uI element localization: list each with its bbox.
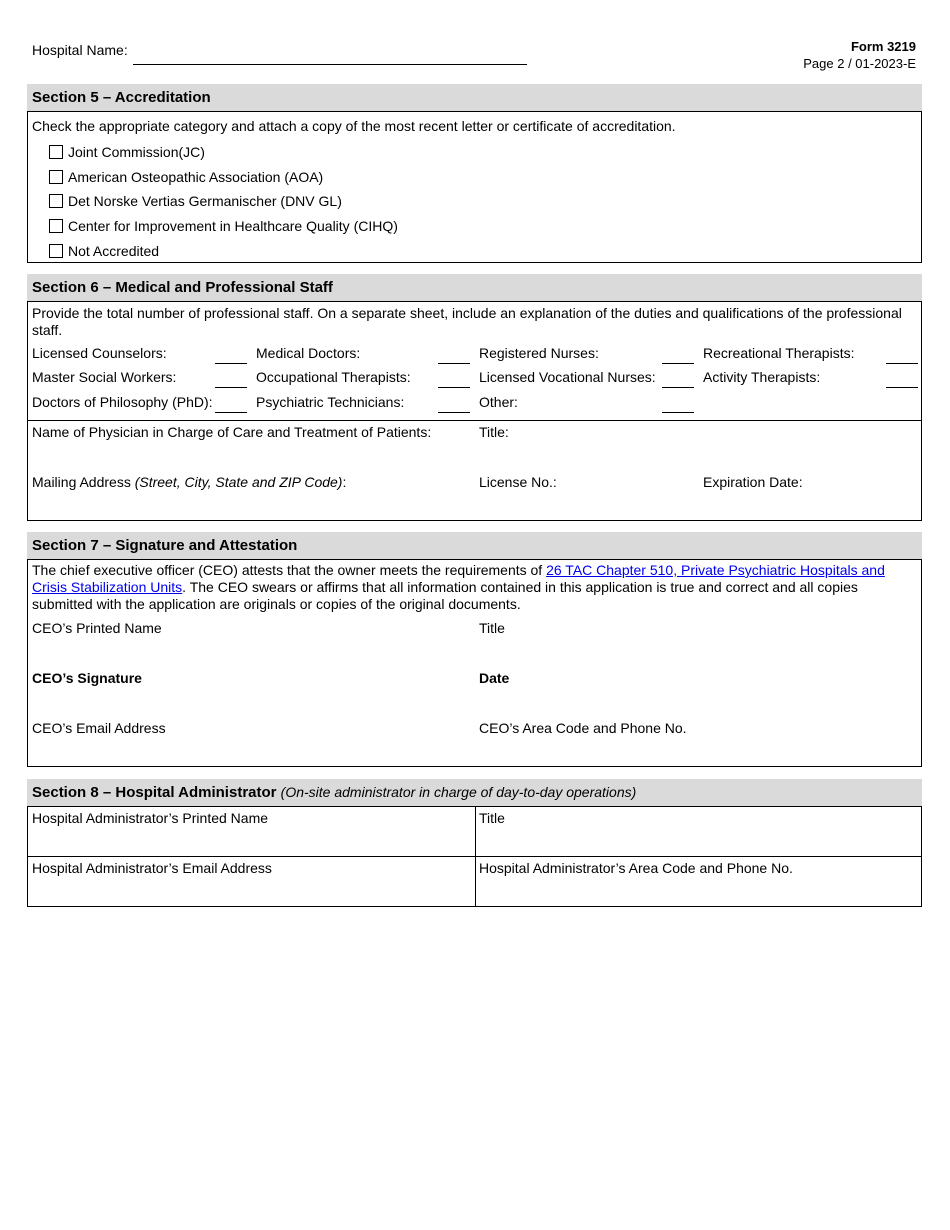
section-5-header: Section 5 – Accreditation xyxy=(27,84,922,111)
activity-therapists-label: Activity Therapists: xyxy=(703,369,821,385)
medical-doctors-label: Medical Doctors: xyxy=(256,345,361,361)
checkbox-dnv-gl[interactable] xyxy=(49,194,63,208)
page-info: Page 2 / 01-2023-E xyxy=(803,56,916,71)
checkbox-cihq[interactable] xyxy=(49,219,63,233)
recreational-therapists-label: Recreational Therapists: xyxy=(703,345,855,361)
registered-nurses-field[interactable] xyxy=(662,363,694,364)
hospital-name-label: Hospital Name: xyxy=(32,42,128,58)
license-number-label: License No.: xyxy=(479,474,557,490)
recreational-therapists-field[interactable] xyxy=(886,363,918,364)
option-aoa: American Osteopathic Association (AOA) xyxy=(68,169,324,185)
mailing-address-colon: : xyxy=(342,474,347,490)
physician-title-label: Title: xyxy=(479,424,509,440)
checkbox-not-accredited[interactable] xyxy=(49,244,63,258)
master-social-workers-label: Master Social Workers: xyxy=(32,369,177,385)
psychiatric-technicians-field[interactable] xyxy=(438,412,470,413)
hospital-name-field[interactable] xyxy=(133,64,527,65)
section-8-box xyxy=(27,806,922,907)
occupational-therapists-field[interactable] xyxy=(438,387,470,388)
section-6-divider xyxy=(28,420,921,421)
admin-email-label: Hospital Administrator’s Email Address xyxy=(32,860,272,876)
ceo-email-label: CEO’s Email Address xyxy=(32,720,166,736)
option-dnv-gl: Det Norske Vertias Germanischer (DNV GL) xyxy=(68,193,342,209)
section-8-note: (On-site administrator in charge of day-to-day operations) xyxy=(280,784,637,800)
accreditation-instruction: Check the appropriate category and attach a copy of the most recent letter or certificate of accreditation. xyxy=(32,118,676,134)
doctors-of-philosophy-field[interactable] xyxy=(215,412,247,413)
attestation-rest: . The CEO swears or affirms that all information contained in this application is true and correct and all copies submitted with the application are originals or copies of the original documents. xyxy=(32,579,858,612)
attestation-text xyxy=(32,562,914,613)
licensed-vocational-nurses-label: Licensed Vocational Nurses: xyxy=(479,369,656,385)
form-info xyxy=(803,38,916,72)
option-cihq: Center for Improvement in Healthcare Quality (CIHQ) xyxy=(68,218,398,234)
physician-name-label: Name of Physician in Charge of Care and Treatment of Patients: xyxy=(32,424,432,440)
psychiatric-technicians-label: Psychiatric Technicians: xyxy=(256,394,405,410)
option-joint-commission: Joint Commission(JC) xyxy=(68,144,205,160)
occupational-therapists-label: Occupational Therapists: xyxy=(256,369,411,385)
other-staff-field[interactable] xyxy=(662,412,694,413)
admin-title-label: Title xyxy=(479,810,505,826)
ceo-title-label: Title xyxy=(479,620,505,636)
option-not-accredited: Not Accredited xyxy=(68,243,160,259)
master-social-workers-field[interactable] xyxy=(215,387,247,388)
section-7-box xyxy=(27,559,922,767)
licensed-counselors-label: Licensed Counselors: xyxy=(32,345,167,361)
section-8-title: Section 8 – Hospital Administrator xyxy=(32,784,277,801)
date-label: Date xyxy=(479,670,510,686)
section-6-header: Section 6 – Medical and Professional Staff xyxy=(27,274,922,301)
ceo-signature-label: CEO’s Signature xyxy=(32,670,142,686)
doctors-of-philosophy-label: Doctors of Philosophy (PhD): xyxy=(32,394,213,410)
section-6-box xyxy=(27,301,922,521)
medical-doctors-field[interactable] xyxy=(438,363,470,364)
tac-chapter-510-link[interactable]: 26 TAC Chapter 510, Private Psychiatric Hospitals and Crisis Stabilization Units xyxy=(32,562,885,595)
section-7-header: Section 7 – Signature and Attestation xyxy=(27,532,922,559)
mailing-address-text: Mailing Address xyxy=(32,474,135,490)
checkbox-aoa[interactable] xyxy=(49,170,63,184)
section-5-box xyxy=(27,111,922,263)
mailing-address-label xyxy=(32,474,346,491)
attestation-intro: The chief executive officer (CEO) attests that the owner meets the requirements of xyxy=(32,562,547,578)
other-staff-label: Other: xyxy=(479,394,518,410)
section-8-row-divider xyxy=(28,856,921,857)
licensed-vocational-nurses-field[interactable] xyxy=(662,387,694,388)
activity-therapists-field[interactable] xyxy=(886,387,918,388)
ceo-phone-label: CEO’s Area Code and Phone No. xyxy=(479,720,687,736)
admin-phone-label: Hospital Administrator’s Area Code and Phone No. xyxy=(479,860,793,876)
section-8-header xyxy=(27,779,922,806)
mailing-address-hint: (Street, City, State and ZIP Code) xyxy=(134,474,343,490)
checkbox-joint-commission[interactable] xyxy=(49,145,63,159)
licensed-counselors-field[interactable] xyxy=(215,363,247,364)
expiration-date-label: Expiration Date: xyxy=(703,474,803,490)
ceo-printed-name-label: CEO’s Printed Name xyxy=(32,620,162,636)
staff-instruction: Provide the total number of professional staff. On a separate sheet, include an explanation of the duties and qualifications of the professional staff. xyxy=(32,305,902,338)
form-number: Form 3219 xyxy=(850,39,916,54)
registered-nurses-label: Registered Nurses: xyxy=(479,345,599,361)
admin-printed-name-label: Hospital Administrator’s Printed Name xyxy=(32,810,269,826)
